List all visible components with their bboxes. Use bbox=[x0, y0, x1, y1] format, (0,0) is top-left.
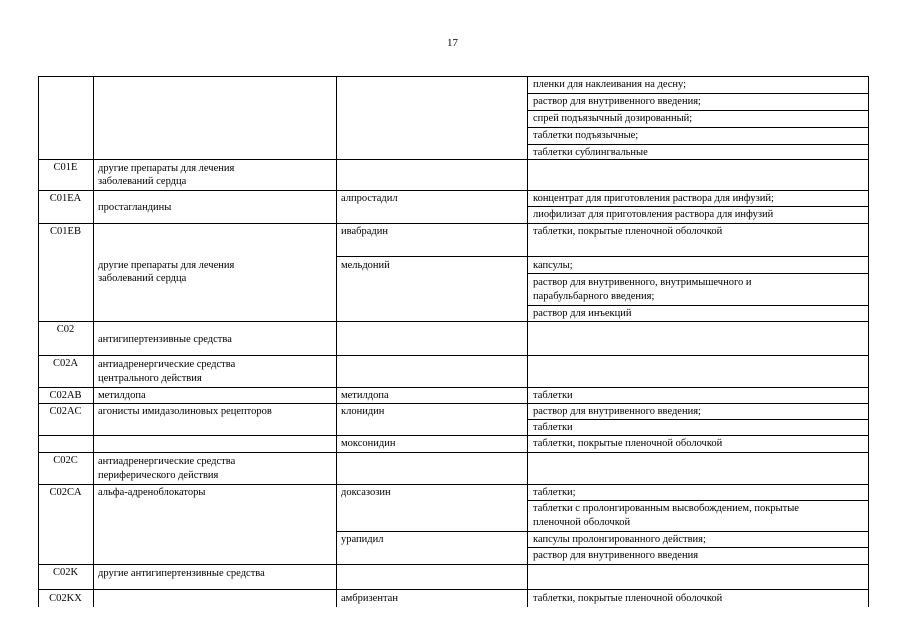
group-name-cell: агонисты имидазолиновых рецепторов bbox=[98, 406, 272, 417]
atc-code-cell: C02CA bbox=[49, 487, 82, 498]
dosage-form-cell: таблетки сублингвальные bbox=[533, 147, 648, 158]
row-divider bbox=[38, 564, 869, 565]
atc-code-cell: C02AC bbox=[49, 406, 82, 417]
row-divider bbox=[336, 256, 869, 257]
drug-name-cell: метилдопа bbox=[341, 390, 389, 401]
atc-code-cell: C02 bbox=[56, 324, 75, 335]
row-divider bbox=[38, 452, 869, 453]
drug-name-cell: моксонидин bbox=[341, 438, 396, 449]
row-divider bbox=[38, 387, 869, 388]
atc-code-cell: C01EA bbox=[49, 193, 82, 204]
dosage-form-cell: таблетки, покрытые пленочной оболочкой bbox=[533, 226, 723, 237]
atc-code-cell: C02KX bbox=[49, 593, 82, 604]
group-name-cell: другие антигипертензивные средства bbox=[98, 568, 265, 579]
row-divider bbox=[527, 500, 869, 501]
group-name-cell: центрального действия bbox=[98, 373, 202, 384]
dosage-form-cell: таблетки bbox=[533, 422, 573, 433]
page-number: 17 bbox=[447, 37, 458, 49]
group-name-cell: заболеваний сердца bbox=[98, 273, 187, 284]
dosage-form-cell: таблетки; bbox=[533, 487, 576, 498]
row-divider bbox=[527, 110, 869, 111]
row-divider bbox=[527, 206, 869, 207]
group-name-cell: другие препараты для лечения bbox=[98, 163, 235, 174]
dosage-form-cell: парабульбарного введения; bbox=[533, 291, 655, 302]
row-divider bbox=[527, 93, 869, 94]
table-border-right bbox=[868, 76, 869, 607]
dosage-form-cell: концентрат для приготовления раствора для инфузий; bbox=[533, 193, 774, 204]
group-name-cell: заболеваний сердца bbox=[98, 176, 187, 187]
drug-name-cell: клонидин bbox=[341, 406, 385, 417]
atc-code-cell: C02A bbox=[52, 358, 79, 369]
row-divider bbox=[38, 589, 869, 590]
dosage-form-cell: раствор для внутривенного введения; bbox=[533, 406, 701, 417]
dosage-form-cell: пленки для наклеивания на десну; bbox=[533, 79, 687, 90]
dosage-form-cell: таблетки, покрытые пленочной оболочкой bbox=[533, 593, 723, 604]
dosage-form-cell: капсулы пролонгированного действия; bbox=[533, 534, 706, 545]
row-divider bbox=[527, 419, 869, 420]
dosage-form-cell: раствор для внутривенного, внутримышечного и bbox=[533, 277, 752, 288]
column-divider bbox=[93, 76, 94, 607]
dosage-form-cell: капсулы; bbox=[533, 260, 573, 271]
row-divider bbox=[38, 355, 869, 356]
group-name-cell: другие препараты для лечения bbox=[98, 260, 235, 271]
drug-name-cell: алпростадил bbox=[341, 193, 398, 204]
group-name-cell: простагландины bbox=[98, 202, 172, 213]
dosage-form-cell: таблетки, покрытые пленочной оболочкой bbox=[533, 438, 723, 449]
dosage-form-cell: раствор для внутривенного введения bbox=[533, 550, 699, 561]
drug-name-cell: ивабрадин bbox=[341, 226, 388, 237]
dosage-form-cell: лиофилизат для приготовления раствора для инфузий bbox=[533, 209, 774, 220]
row-divider bbox=[38, 321, 869, 322]
dosage-form-cell: спрей подъязычный дозированный; bbox=[533, 113, 693, 124]
atc-code-cell: C01E bbox=[53, 162, 78, 173]
row-divider bbox=[38, 159, 869, 160]
row-divider bbox=[527, 547, 869, 548]
column-divider bbox=[336, 76, 337, 607]
dosage-form-cell: таблетки bbox=[533, 390, 573, 401]
row-divider bbox=[527, 305, 869, 306]
row-divider bbox=[38, 484, 869, 485]
dosage-form-cell: пленочной оболочкой bbox=[533, 517, 631, 528]
table-border-top bbox=[38, 76, 869, 77]
drug-name-cell: урапидил bbox=[341, 534, 384, 545]
dosage-form-cell: раствор для внутривенного введения; bbox=[533, 96, 701, 107]
row-divider bbox=[38, 435, 869, 436]
group-name-cell: метилдопа bbox=[98, 390, 146, 401]
column-divider bbox=[527, 76, 528, 607]
row-divider bbox=[336, 531, 869, 532]
group-name-cell: антиадренергические средства bbox=[98, 359, 236, 370]
row-divider bbox=[38, 403, 869, 404]
row-divider bbox=[527, 273, 869, 274]
group-name-cell: антигипертензивные средства bbox=[98, 334, 232, 345]
drug-name-cell: доксазозин bbox=[341, 487, 391, 498]
dosage-form-cell: раствор для инъекций bbox=[533, 308, 632, 319]
row-divider bbox=[527, 127, 869, 128]
atc-code-cell: C02C bbox=[53, 455, 78, 466]
atc-code-cell: C02AB bbox=[49, 390, 82, 401]
row-divider bbox=[38, 190, 869, 191]
group-name-cell: антиадренергические средства bbox=[98, 456, 236, 467]
row-divider bbox=[527, 144, 869, 145]
group-name-cell: периферического действия bbox=[98, 470, 219, 481]
table-border-left bbox=[38, 76, 39, 607]
dosage-form-cell: таблетки подъязычные; bbox=[533, 130, 639, 141]
atc-code-cell: C02K bbox=[52, 567, 79, 578]
dosage-form-cell: таблетки с пролонгированным высвобождением, покрытые bbox=[533, 503, 799, 514]
row-divider bbox=[38, 223, 869, 224]
drug-name-cell: амбризентан bbox=[341, 593, 398, 604]
atc-code-cell: C01EB bbox=[50, 226, 81, 237]
drug-name-cell: мельдоний bbox=[341, 260, 390, 271]
group-name-cell: альфа-адреноблокаторы bbox=[98, 487, 206, 498]
